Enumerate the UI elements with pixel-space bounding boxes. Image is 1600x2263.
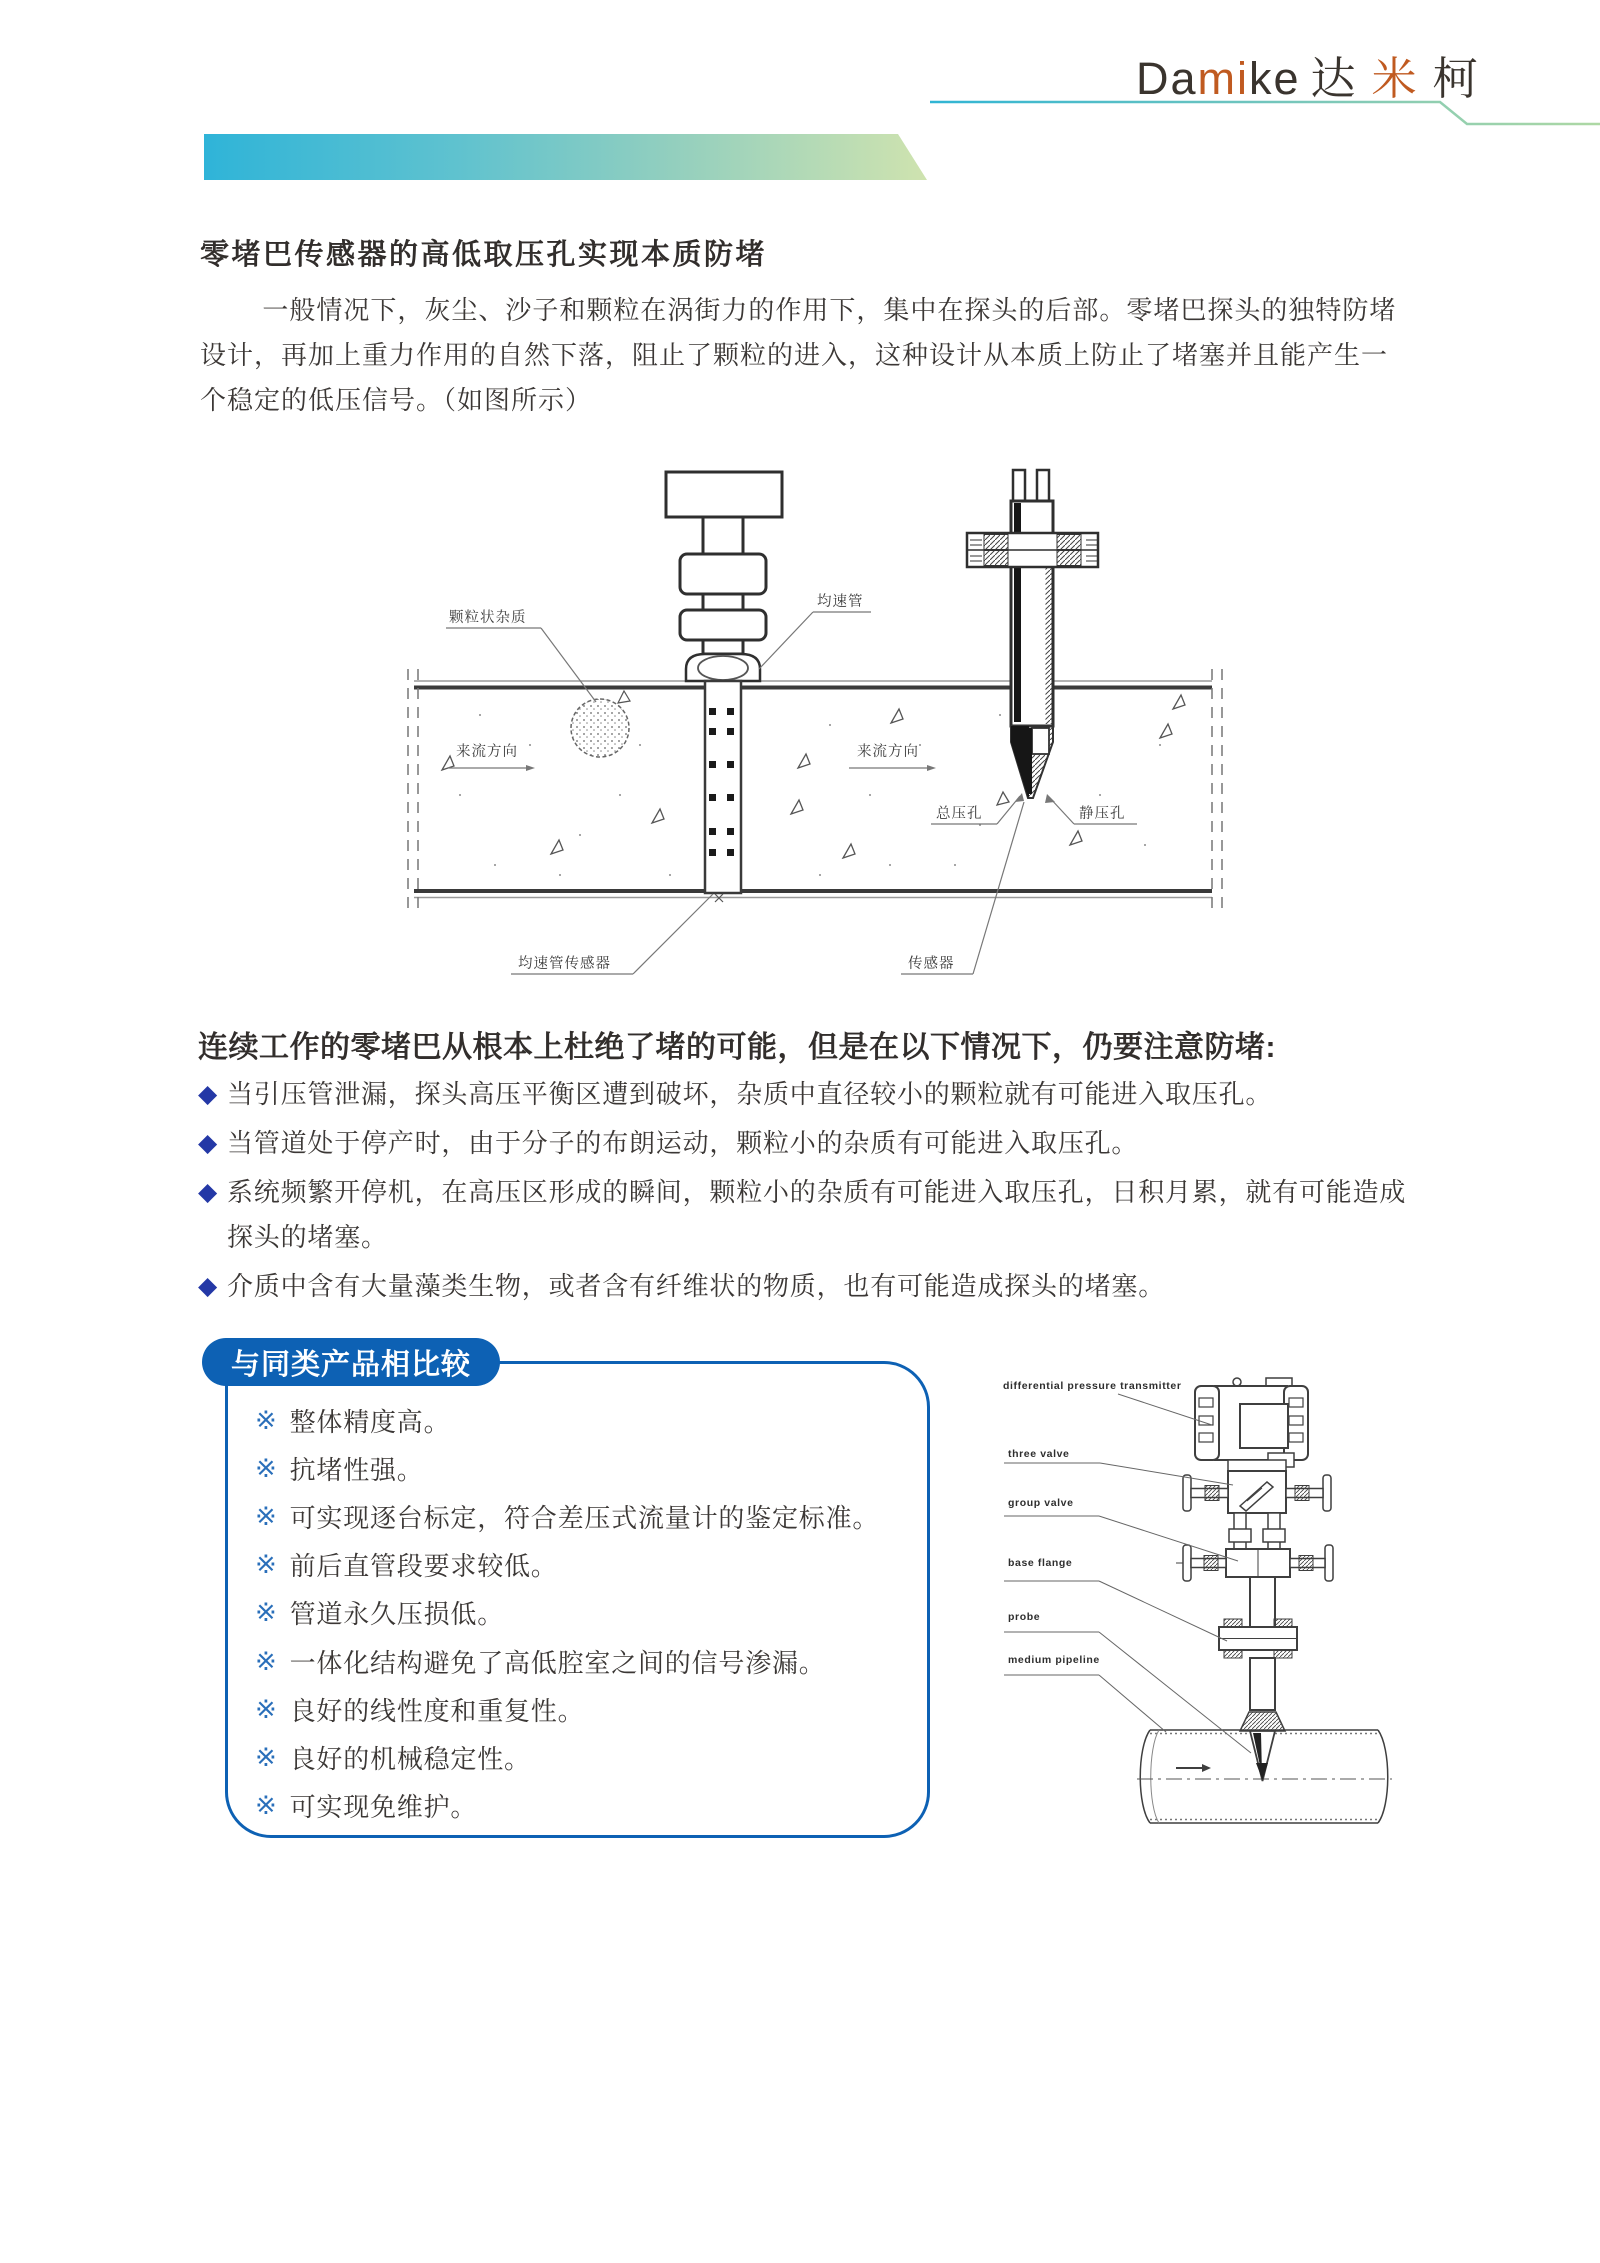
connecting-tubes-drawing — [1229, 1513, 1285, 1549]
comparison-item — [255, 1733, 879, 1781]
transmitter-installation-diagram — [1000, 1365, 1410, 1843]
reference-mark-icon: ※ — [255, 1790, 278, 1821]
diamond-bullet-icon: ◆ — [198, 1178, 219, 1206]
reference-mark-icon: ※ — [255, 1693, 278, 1724]
particle-triangles — [442, 695, 1185, 858]
reference-mark-icon: ※ — [255, 1500, 278, 1531]
zero-block-probe-drawing — [967, 470, 1098, 805]
label-three-valve: three valve — [1008, 1448, 1070, 1460]
caution-bullet — [200, 1170, 1415, 1260]
label-transmitter: differential pressure transmitter — [1003, 1380, 1182, 1392]
pipe-sensor-diagram — [400, 445, 1230, 985]
reference-mark-icon: ※ — [255, 1549, 278, 1580]
label-averaging-tube: 均速管 — [817, 594, 864, 610]
section-banner — [204, 134, 927, 180]
comparison-item-text: 良好的机械稳定性。 — [289, 1743, 531, 1774]
flow-speckles — [459, 714, 1161, 876]
comparison-item-text: 可实现逐台标定，符合差压式流量计的鉴定标准。 — [289, 1502, 880, 1533]
comparison-item — [255, 1541, 879, 1589]
label-base-flange: base flange — [1008, 1557, 1073, 1569]
three-valve-drawing — [1183, 1460, 1331, 1513]
comparison-item-text: 一体化结构避免了高低腔室之间的信号渗漏。 — [289, 1647, 826, 1678]
logo-text-mi: mi — [1197, 53, 1250, 104]
bullet-text: 当管道处于停产时，由于分子的布朗运动，颗粒小的杂质有可能进入取压孔。 — [227, 1128, 1139, 1158]
diamond-bullet-icon: ◆ — [198, 1080, 219, 1108]
comparison-item — [255, 1782, 879, 1830]
comparison-item-list — [255, 1396, 879, 1830]
group-valve-drawing — [1176, 1545, 1333, 1581]
comparison-item-text: 抗堵性强。 — [289, 1454, 424, 1485]
transmitter-head-drawing — [1195, 1378, 1308, 1467]
label-probe: probe — [1008, 1611, 1041, 1623]
bullet-text: 当引压管泄漏，探头高压平衡区遭到破坏，杂质中直径较小的颗粒就有可能进入取压孔。 — [227, 1079, 1273, 1109]
comparison-item-text: 可实现免维护。 — [289, 1792, 478, 1823]
comparison-item — [255, 1396, 879, 1444]
reference-mark-icon: ※ — [255, 1452, 278, 1483]
caution-heading: 连续工作的零堵巴从根本上杜绝了堵的可能，但是在以下情况下，仍要注意防堵: — [198, 1031, 1276, 1064]
caution-bullet — [200, 1121, 1415, 1166]
comparison-item — [255, 1637, 879, 1685]
diamond-bullet-icon: ◆ — [198, 1129, 219, 1157]
comparison-item — [255, 1589, 879, 1637]
label-particulate: 颗粒状杂质 — [449, 610, 527, 626]
caution-bullet — [200, 1264, 1415, 1309]
paragraph-line: 设计，再加上重力作用的自然下落，阻止了颗粒的进入，这种设计从本质上防止了堵塞并且能产生一 — [200, 340, 1389, 370]
label-sensor: 传感器 — [908, 956, 955, 972]
probe-tip-drawing — [1240, 1712, 1285, 1781]
reference-mark-icon: ※ — [255, 1741, 278, 1772]
comparison-item — [255, 1444, 879, 1492]
paragraph-line: 个稳定的低压信号。（如图所示） — [200, 385, 593, 415]
particulate-blob — [571, 691, 630, 757]
diamond-bullet-icon: ◆ — [198, 1272, 219, 1300]
comparison-item-text: 整体精度高。 — [289, 1406, 451, 1437]
comparison-title: 与同类产品相比较 — [230, 1348, 471, 1381]
bullet-text: 介质中含有大量藻类生物，或者含有纤维状的物质，也有可能造成探头的堵塞。 — [227, 1271, 1166, 1301]
logo-text-cjk3: 柯 — [1432, 53, 1484, 104]
logo-text-cjk1: 达 — [1310, 53, 1362, 104]
logo-text-cjk2: 米 — [1371, 53, 1423, 104]
comparison-item-text: 良好的线性度和重复性。 — [289, 1695, 585, 1726]
logo-text-ke: ke — [1249, 53, 1301, 104]
paragraph-line: 一般情况下，灰尘、沙子和颗粒在涡街力的作用下，集中在探头的后部。零堵巴探头的独特防堵 — [262, 295, 1397, 325]
label-static-pressure-hole: 静压孔 — [1079, 806, 1126, 822]
label-total-pressure-hole: 总压孔 — [936, 806, 983, 822]
page-title: 零堵巴传感器的高低取压孔实现本质防堵 — [200, 239, 768, 271]
pipe-walls — [408, 669, 1222, 909]
comparison-title-pill — [202, 1338, 500, 1386]
label-flow-direction-right: 来流方向 — [857, 744, 919, 760]
reference-mark-icon: ※ — [255, 1645, 278, 1676]
caution-bullet — [200, 1072, 1415, 1117]
label-averaging-tube-sensor: 均速管传感器 — [518, 956, 611, 972]
comparison-item-text: 前后直管段要求较低。 — [289, 1551, 558, 1582]
header-rule-line — [900, 94, 1600, 134]
logo-text-da: Da — [1136, 53, 1198, 104]
comparison-item-text: 管道永久压损低。 — [289, 1599, 504, 1630]
probe-flange-drawing — [1219, 1577, 1297, 1710]
caution-bullet-list — [200, 1072, 1415, 1313]
comparison-item — [255, 1492, 879, 1540]
reference-mark-icon: ※ — [255, 1597, 278, 1628]
leader-arrowheads — [526, 765, 1055, 803]
label-group-valve: group valve — [1008, 1497, 1074, 1509]
reference-mark-icon: ※ — [255, 1404, 278, 1435]
comparison-item — [255, 1685, 879, 1733]
label-medium-pipeline: medium pipeline — [1008, 1654, 1100, 1666]
intro-paragraph — [200, 288, 1500, 423]
label-flow-direction-left: 来流方向 — [456, 744, 518, 760]
bullet-text: 系统频繁开停机，在高压区形成的瞬间，颗粒小的杂质有可能进入取压孔，日积月累，就有可能造成探头的堵塞。 — [227, 1177, 1407, 1252]
